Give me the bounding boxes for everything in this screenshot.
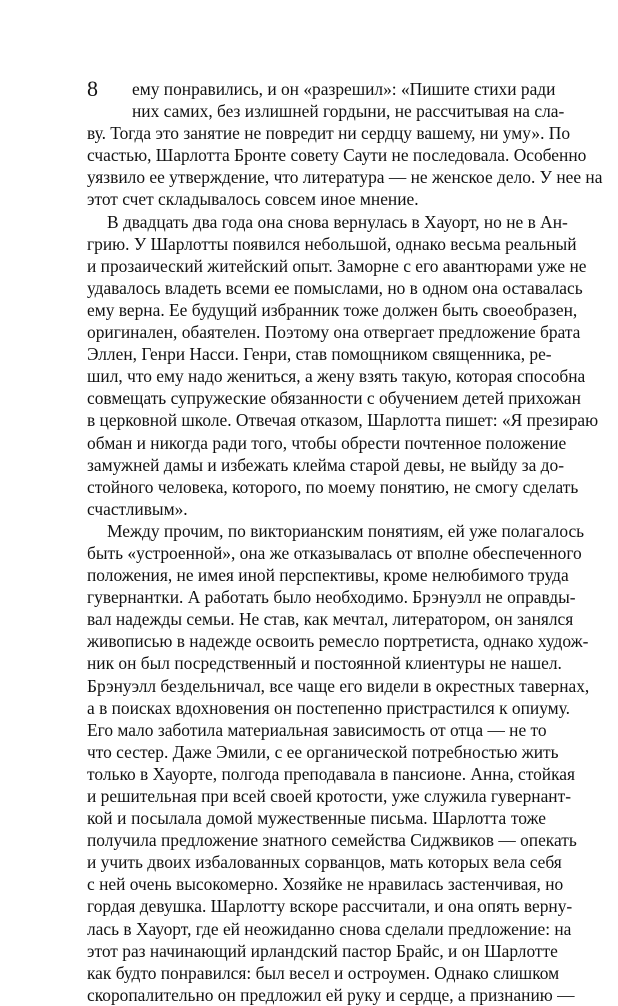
text-line: замужней дамы и избежать клейма старой девы, не выйду за до- bbox=[87, 454, 564, 475]
text-line: обман и никогда ради того, чтобы обрести почтенное положение bbox=[87, 432, 567, 453]
text-line: оригинален, обаятелен. Поэтому она отвергает предложение брата bbox=[87, 322, 581, 343]
text-line: как будто понравился: был весел и остроумен. Однако слишком bbox=[87, 962, 560, 983]
text-line: гордая девушка. Шарлотту вскоре рассчитали, и она опять верну- bbox=[87, 896, 573, 917]
text-line: и учить двоих избалованных сорванцов, мать которых вела себя bbox=[87, 852, 562, 873]
text-line: что сестер. Даже Эмили, с ее органической потребностью жить bbox=[87, 741, 559, 762]
paragraph-2 bbox=[87, 211, 599, 520]
text-line: стойного человека, которого, по моему понятию, не смогу сделать bbox=[87, 476, 579, 497]
text-line: грию. У Шарлотты появился небольшой, однако весьма реальный bbox=[87, 233, 577, 254]
text-line: с ней очень высокомерно. Хозяйке не нравилась застенчивая, но bbox=[87, 874, 564, 895]
text-line: кой и посылала домой мужественные письма. Шарлотта тоже bbox=[87, 808, 546, 829]
text-line: ему верна. Ее будущий избранник тоже должен быть своеобразен, bbox=[87, 299, 578, 320]
paragraph-1 bbox=[87, 78, 603, 211]
text-line: ву. Тогда это занятие не повредит ни сердцу вашему, ни уму». По bbox=[87, 123, 571, 144]
paragraph-3 bbox=[87, 520, 590, 1006]
page-number: 8 bbox=[87, 76, 98, 101]
text-line: положения, не имея иной перспективы, кроме нелюбимого труда bbox=[87, 565, 569, 586]
text-line: гувернантки. А работать было необходимо. Брэнуэлл не оправды- bbox=[87, 587, 576, 608]
text-line: скоропалительно он предложил ей руку и сердце, а признанию — bbox=[87, 984, 575, 1005]
text-line: Эллен, Генри Насси. Генри, став помощником священника, ре- bbox=[87, 344, 552, 365]
text-line: Его мало заботила материальная зависимость от отца — не то bbox=[87, 719, 547, 740]
text-line: живописью в надежде освоить ремесло портретиста, однако худож- bbox=[87, 631, 589, 652]
text-line: этот счет складывалось совсем иное мнение. bbox=[87, 189, 419, 210]
text-line: Брэнуэлл бездельничал, все чаще его видели в окрестных тавернах, bbox=[87, 675, 590, 696]
text-line: лась в Хауорт, где ей неожиданно снова сделали предложение: на bbox=[87, 918, 572, 939]
text-line: совмещать супружеские обязанности с обучением детей прихожан bbox=[87, 388, 581, 409]
text-line: уязвило ее утверждение, что литература — не женское дело. У нее на bbox=[87, 167, 603, 188]
text-line: счастью, Шарлотта Бронте совету Саути не последовала. Особенно bbox=[87, 145, 587, 166]
text-line: Между прочим, по викторианским понятиям, ей уже полагалось bbox=[107, 520, 585, 541]
text-line: и решительная при всей своей кротости, уже служила гувернант- bbox=[87, 786, 571, 806]
text-line: в церковной школе. Отвечая отказом, Шарлотта пишет: «Я презираю bbox=[87, 410, 599, 431]
text-line: получила предложение знатного семейства Сиджвиков — опекать bbox=[87, 830, 577, 851]
text-line: В двадцать два года она снова вернулась в Хауорт, но не в Ан- bbox=[107, 211, 568, 232]
text-line: удавалось владеть всеми ее помыслами, но в одном она оставалась bbox=[87, 277, 583, 298]
text-line: ему понравились, и он «разрешил»: «Пишите стихи ради bbox=[132, 79, 556, 99]
text-line: быть «устроенной», она же отказывалась от вполне обеспеченного bbox=[87, 542, 582, 563]
body-text bbox=[87, 78, 603, 1006]
text-line: и прозаический житейский опыт. Заморне с его авантюрами уже не bbox=[87, 255, 587, 276]
text-line: шил, что ему надо жениться, а жену взять такую, которая способна bbox=[87, 366, 586, 387]
text-line: ник он был посредственный и постоянной клиентуры не нашел. bbox=[87, 653, 562, 674]
text-line: них самих, без излишней гордыни, не рассчитывая на сла- bbox=[132, 101, 565, 122]
text-line: счастливым». bbox=[87, 498, 188, 519]
text-line: вал надежды семьи. Не став, как мечтал, литератором, он занялся bbox=[87, 609, 574, 630]
text-line: этот раз начинающий ирландский пастор Брайс, и он Шарлотте bbox=[87, 940, 558, 961]
text-line: только в Хауорте, полгода преподавала в пансионе. Анна, стойкая bbox=[87, 763, 576, 784]
text-line: а в поисках вдохновения он постепенно пристрастился к опиуму. bbox=[87, 697, 570, 718]
